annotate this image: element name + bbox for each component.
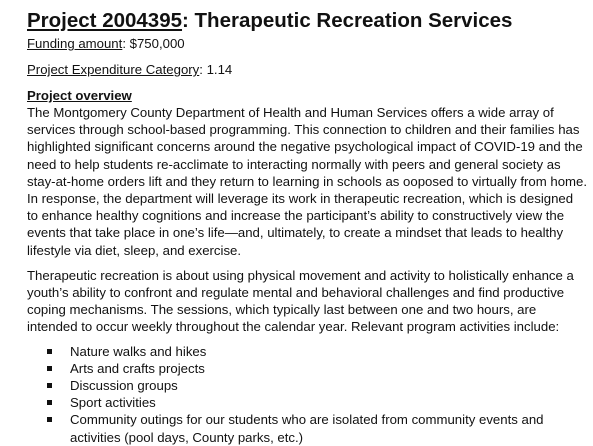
category-value: : 1.14 bbox=[199, 62, 233, 77]
document-page bbox=[27, 8, 587, 446]
page-title bbox=[27, 8, 587, 34]
bullet-icon bbox=[47, 366, 52, 371]
overview-paragraph-1: The Montgomery County Department of Health and Human Services offers a wide array of services through school-based programming. This connection to children and their families has highlighted significant concerns around the negative psychological impact of COVID-19 and the need to help students re-acclimate to interacting normally with peers and general society as stay-at-home orders lift and they return to learning in schools as ooposed to virtually from home. In response, the department will leverage its work in therapeutic recreation, which is designed to enhance healthy cognitions and increase the participant’s ability to constructively view the events that take place in one’s life—and, ultimately, to create a mindset that leads to healthy lifestyle via diet, sleep, and exercise. bbox=[27, 105, 588, 258]
funding-value: : $750,000 bbox=[122, 36, 185, 51]
category-line bbox=[27, 61, 587, 78]
bullet-icon bbox=[47, 400, 52, 405]
activity-text: Nature walks and hikes bbox=[70, 343, 207, 359]
bullet-icon bbox=[47, 383, 52, 388]
category-label: Project Expenditure Category bbox=[27, 62, 200, 77]
list-item bbox=[27, 377, 587, 394]
funding-label: Funding amount bbox=[27, 36, 123, 51]
overview-heading: Project overview bbox=[27, 88, 132, 103]
activity-list bbox=[27, 343, 587, 446]
overview-paragraph-2: Therapeutic recreation is about using physical movement and activity to holistically enhance a youth’s ability to confront and regulate mental and behavioral challenges and find productive coping mechanisms. The sessions, which typically last between one and two hours, are intended to occur weekly throughout the calendar year. Relevant program activities include: bbox=[27, 267, 574, 335]
activity-text: Community outings for our students who are isolated from community events and activities (pool days, County parks, etc.) bbox=[70, 412, 544, 445]
list-item bbox=[27, 411, 587, 445]
list-item bbox=[27, 360, 587, 377]
project-title: : Therapeutic Recreation Services bbox=[182, 9, 513, 32]
funding-line bbox=[27, 35, 587, 52]
activity-text: Discussion groups bbox=[70, 378, 178, 394]
list-item bbox=[27, 343, 587, 360]
activity-text: Sport activities bbox=[70, 395, 156, 411]
activity-text: Arts and crafts projects bbox=[70, 360, 205, 376]
bullet-icon bbox=[47, 417, 52, 422]
project-number: Project 2004395 bbox=[27, 9, 183, 32]
list-item bbox=[27, 394, 587, 411]
bullet-icon bbox=[47, 349, 52, 354]
